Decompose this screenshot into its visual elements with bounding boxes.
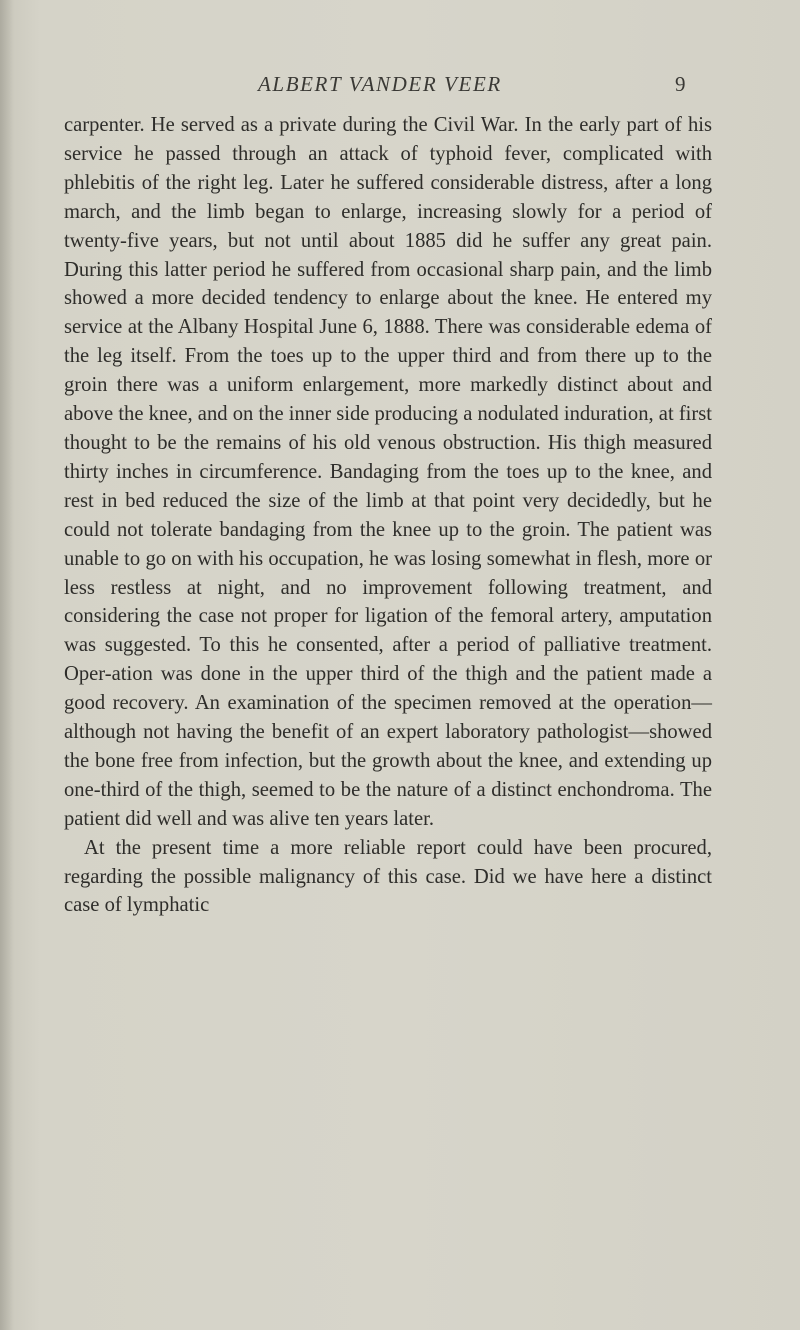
paragraph: carpenter. He served as a private during the Civil War. In the early part of his service he passed through an attack of typhoid fever, complicated with phlebitis of the right leg. Later he suffered considerable distress, after a long march, and the limb began to enlarge, increasing slowly for a period of twenty-five years, but not until about 1885 did he suffer any great pain. During this latter period he suffered from occasional sharp pain, and the limb showed a more decided tendency to enlarge about the knee. He entered my service at the Albany Hospital June 6, 1888. There was considerable edema of the leg itself. From the toes up to the upper third and from there up to the groin there was a uniform enlargement, more markedly distinct about and above the knee, and on the inner side producing a nodulated induration, at first thought to be the remains of his old venous obstruction. His thigh measured thirty inches in circumference. Bandaging from the toes up to the knee, and rest in bed reduced the size of the limb at that point very decidedly, but he could not tolerate bandaging from the knee up to the groin. The patient was unable to go on with his occupation, he was losing somewhat in flesh, more or less restless at night, and no improvement following treatment, and considering the case not proper for ligation of the femoral artery, amputation was suggested. To this he consented, after a period of palliative treatment. Oper-ation was done in the upper third of the thigh and the patient made a good recovery. An examination of the specimen removed at the operation—although not having the benefit of an expert laboratory pathologist—showed the bone free from infection, but the growth about the knee, and extending up one-third of the thigh, seemed to be the nature of a distinct enchondroma. The patient did well and was alive ten years later. xyxy=(64,114,712,830)
running-head xyxy=(0,62,800,102)
running-title: ALBERT VANDER VEER xyxy=(258,72,502,96)
binding-shadow xyxy=(0,0,14,1330)
paragraph: At the present time a more reliable report could have been procured, regarding the possible malignancy of this case. Did we have here a distinct case of lymphatic xyxy=(64,836,712,917)
body-text xyxy=(64,111,712,920)
page-number: 9 xyxy=(675,72,686,96)
